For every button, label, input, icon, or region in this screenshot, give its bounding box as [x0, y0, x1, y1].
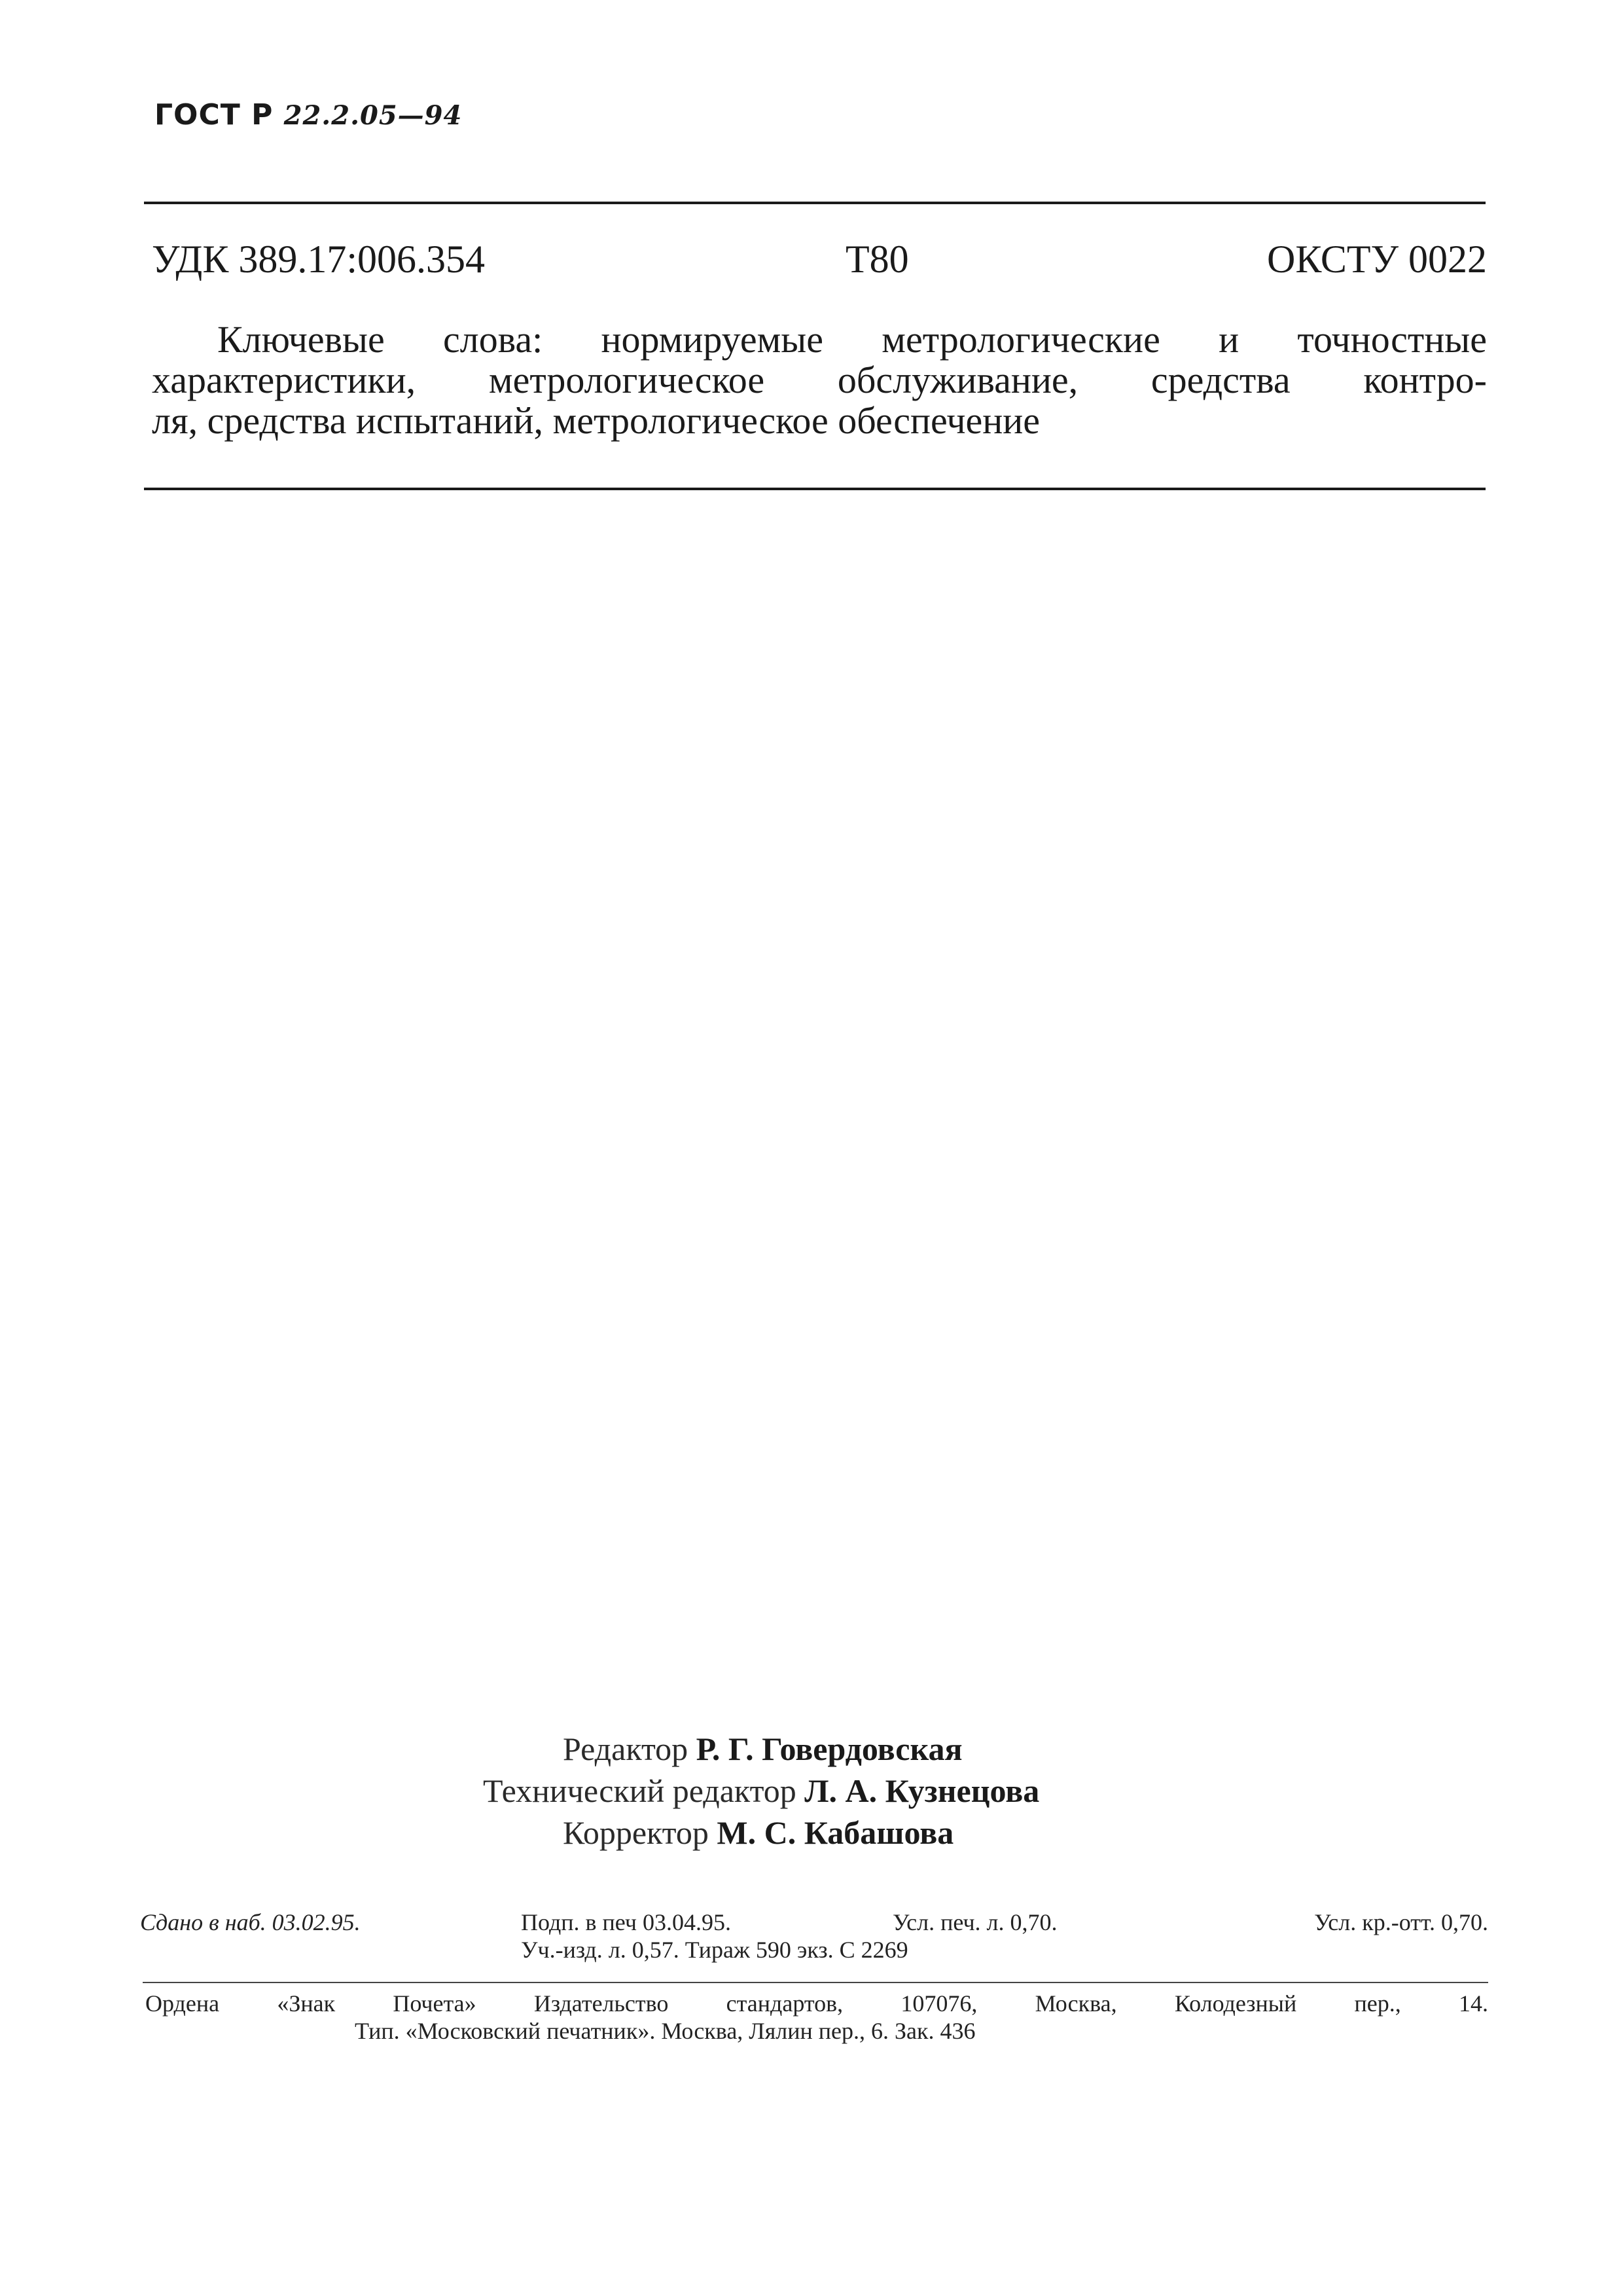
printer-line: Тип. «Московский печатник». Москва, Лялин пер., 6. Зак. 436 [355, 2018, 976, 2044]
top-divider [144, 202, 1486, 204]
editor-name: Р. Г. Говердовская [696, 1731, 963, 1767]
keywords-line: Ключевые слова: нормируемые метрологические и точностные [217, 318, 1487, 361]
corrector-name: М. С. Кабашова [717, 1814, 954, 1851]
middle-divider [144, 488, 1486, 490]
udk-code: УДК 389.17:006.354 [152, 238, 486, 281]
classification-row [152, 237, 1487, 289]
color-prints: Усл. кр.-отт. 0,70. [1314, 1909, 1488, 1935]
document-code-number: 22.2.05—94 [283, 100, 463, 131]
signed-to-print-date: Подп. в печ 03.04.95. [521, 1909, 731, 1935]
imprint-line: Уч.-изд. л. 0,57. Тираж 590 экз. С 2269 [521, 1937, 908, 1963]
editor-role: Редактор [563, 1731, 688, 1767]
print-sheets: Усл. печ. л. 0,70. [893, 1909, 1058, 1935]
corrector-credit [563, 1812, 954, 1854]
document-code [154, 98, 462, 132]
keywords-line: характеристики, метрологическое обслуживание, средства контро- [152, 359, 1487, 401]
keywords-line: ля, средства испытаний, метрологическое обеспечение [152, 399, 1041, 442]
keywords-paragraph [152, 319, 1487, 441]
imprint-line [140, 1909, 1488, 1936]
corrector-role: Корректор [563, 1814, 709, 1851]
oksty-code: ОКСТУ 0022 [1266, 238, 1487, 281]
print-imprint [140, 1909, 1488, 1964]
tech-editor-role: Технический редактор [483, 1772, 796, 1809]
publisher-line: Ордена «Знак Почета» Издательство стандартов, 107076, Москва, Колодезный пер., 14. [145, 1990, 1488, 2017]
sent-to-set-date: Сдано в наб. 03.02.95. [140, 1909, 361, 1935]
document-code-prefix: ГОСТ Р [154, 98, 274, 132]
group-code: Т80 [846, 238, 909, 281]
bottom-divider [143, 1982, 1488, 1983]
publisher-info [145, 1990, 1488, 2045]
editor-credit [563, 1728, 963, 1770]
tech-editor-name: Л. А. Кузнецова [804, 1772, 1040, 1809]
tech-editor-credit [483, 1770, 1039, 1812]
